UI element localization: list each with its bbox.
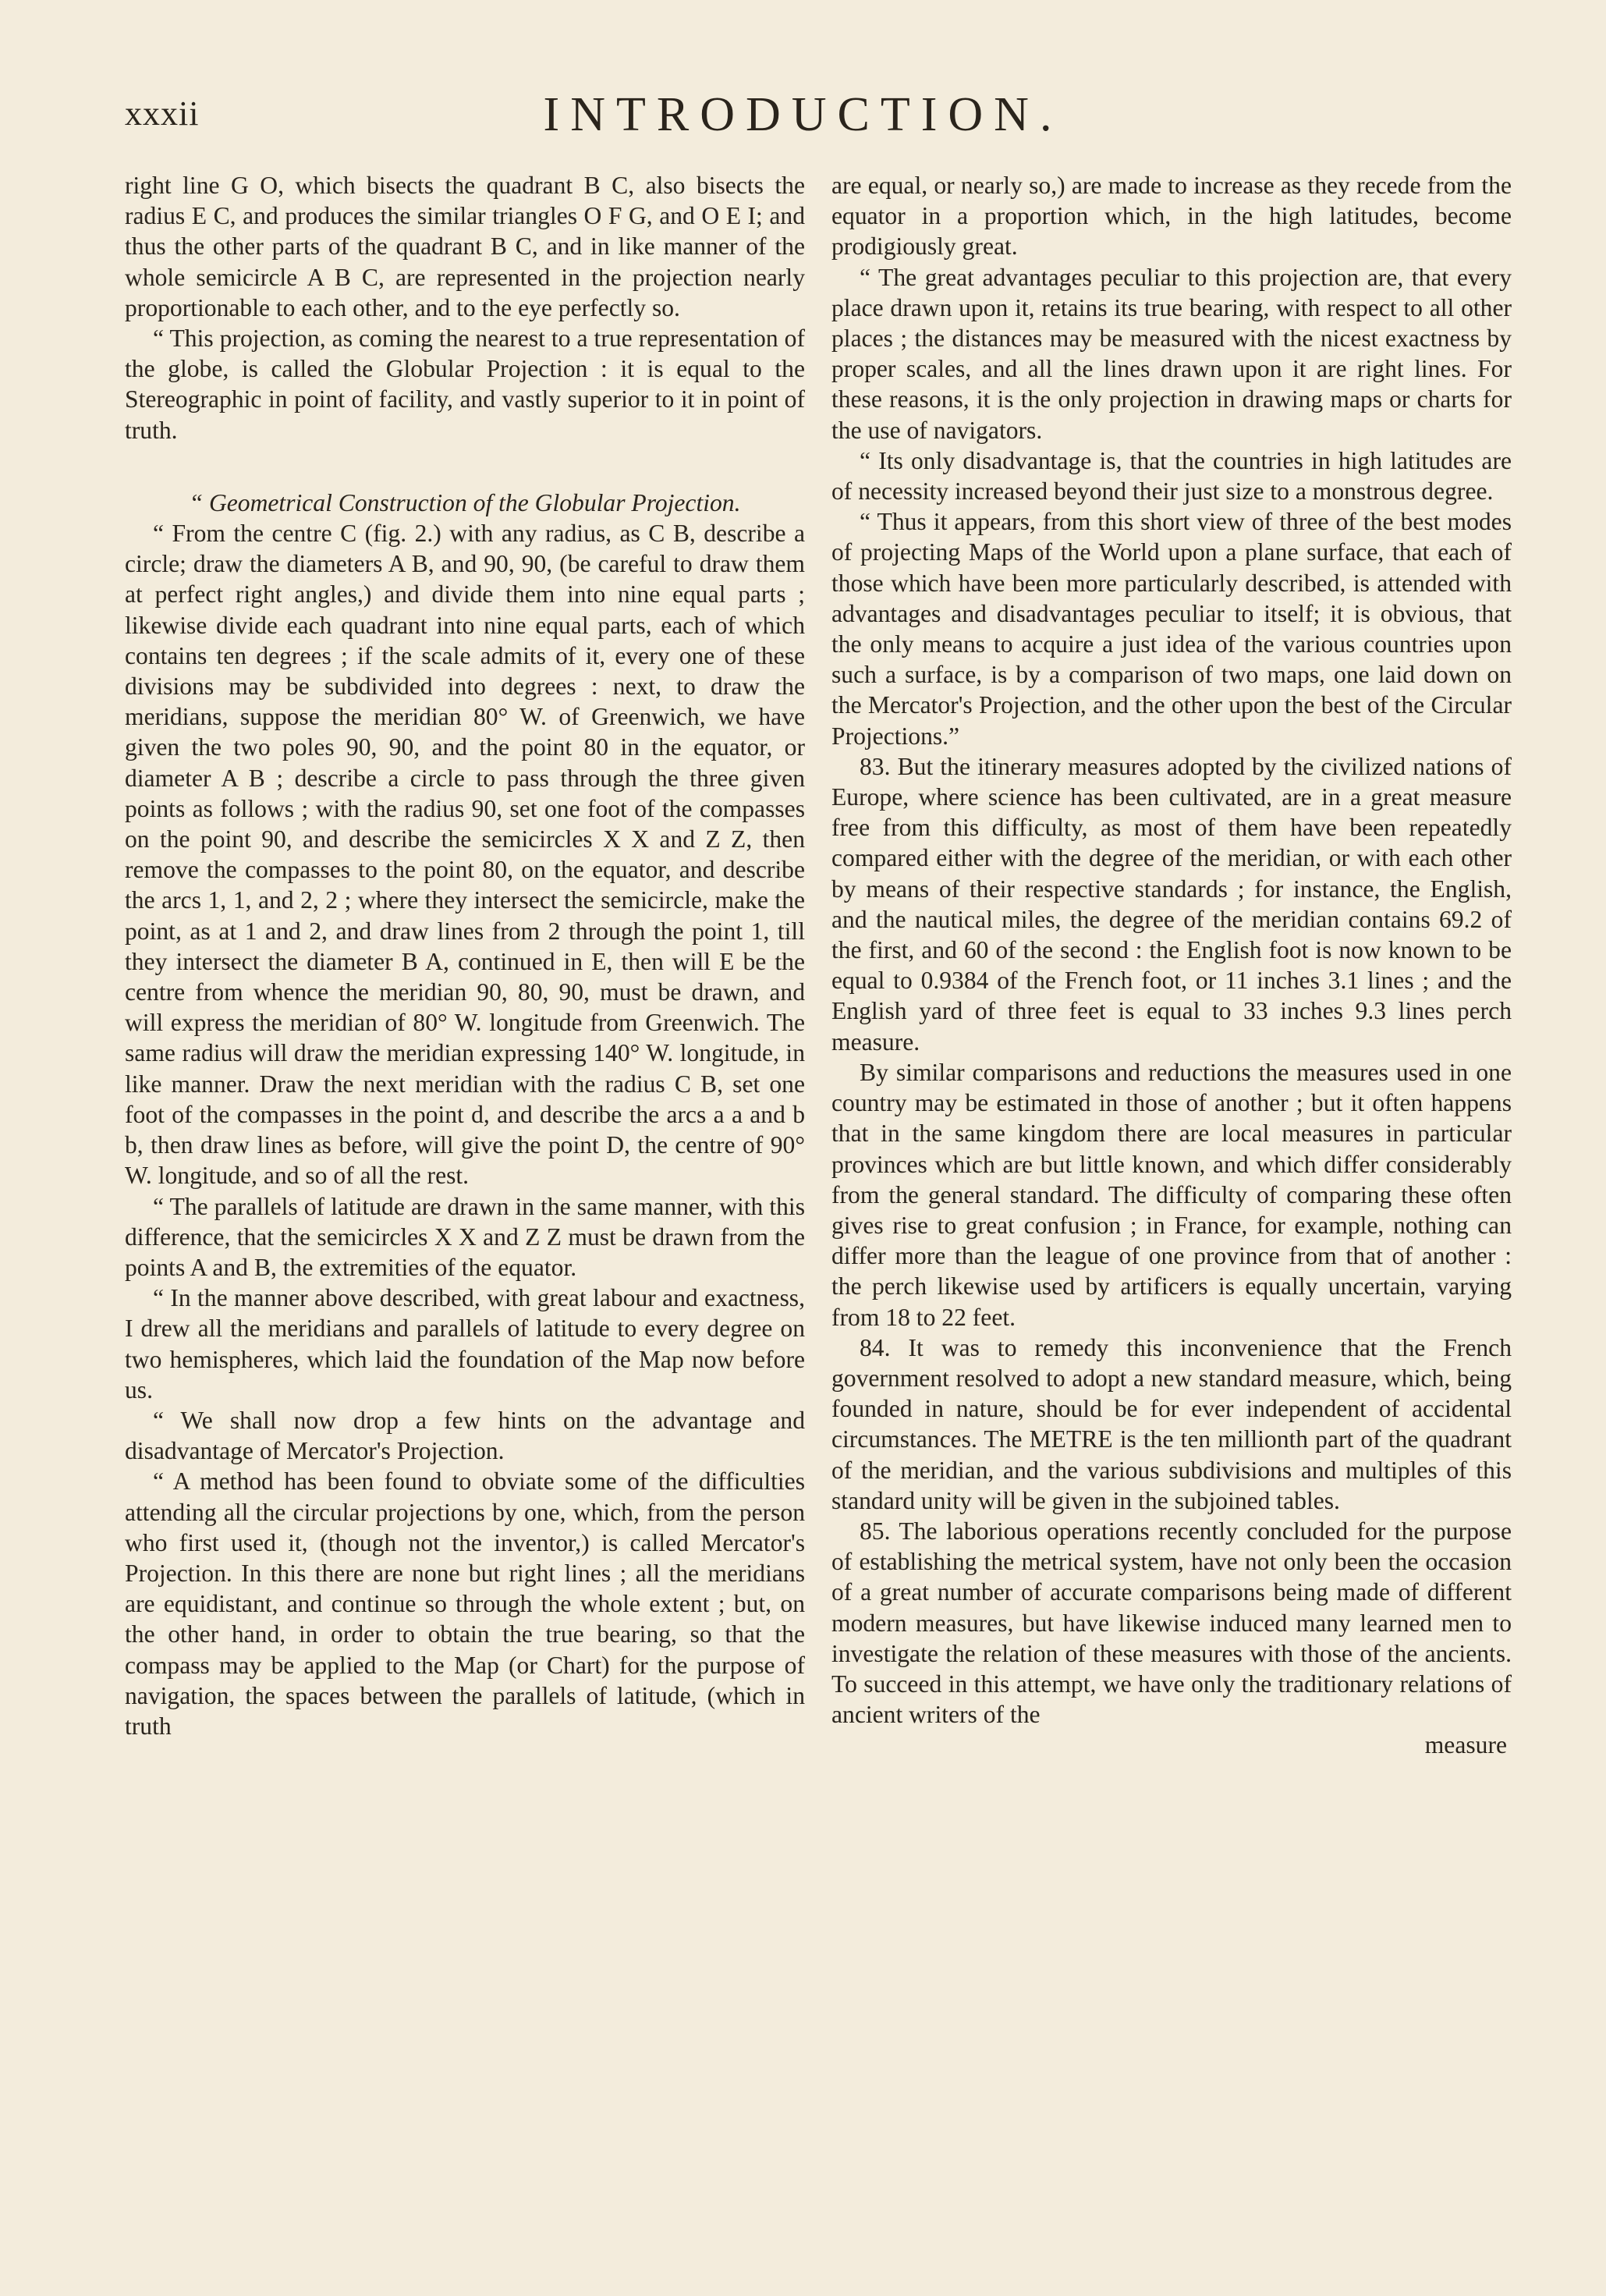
paragraph: are equal, or nearly so,) are made to increase as they recede from the equator in a proportion which, in the high latitudes, become prodigiously great. <box>831 172 1512 261</box>
paragraph: 85. The laborious operations recently concluded for the purpose of establishing the metrical system, have not only been the occasion of a great number of accurate comparisons being made of different modern measures, but have likewise induced many learned men to investigate the relation of these measures with those of the ancients. To succeed in this attempt, we have only the traditionary relations of ancient writers of the <box>831 1517 1512 1729</box>
paragraph: right line G O, which bisects the quadrant B C, also bisects the radius E C, and produces the similar triangles O F G, and O E I; and thus the other parts of the quadrant B C, and in like manner of the whole semicircle A B C, are represented in the projection nearly proportionable to each other, and to the eye perfectly so. <box>125 172 805 321</box>
paragraph: 83. But the itinerary measures adopted by the civilized nations of Europe, where science has been cultivated, are in a great measure free from this difficulty, as most of them have been repeatedly compared either with the degree of the meridian, or with each other by means of their respective standards ; for instance, the English, and the nautical miles, the degree of the meridian contains 69.2 of the first, and 60 of the second : the English foot is now known to be equal to 0.9384 of the French foot, or 11 inches 3.1 lines ; and the English yard of three feet is equal to 33 inches 9.3 lines perch measure. <box>831 752 1512 1056</box>
paragraph: “ The parallels of latitude are drawn in the same manner, with this difference, that the semicircles X X and Z Z must be drawn from the points A and B, the extremities of the equator. <box>125 1192 805 1281</box>
catchword: measure <box>1424 1731 1507 1759</box>
paragraph: “ We shall now drop a few hints on the advantage and disadvantage of Mercator's Projection. <box>125 1406 805 1465</box>
paragraph: “ In the manner above described, with great labour and exactness, I drew all the meridians and parallels of latitude to every degree on two hemispheres, which laid the foundation of the Map now before us. <box>125 1284 805 1404</box>
left-column <box>125 170 805 1741</box>
paragraph: By similar comparisons and reductions the measures used in one country may be estimated in those of another ; but it often happens that in the same kingdom there are local measures in particular provinces which are but little known, and which differ considerably from the general standard. The difficulty of comparing these often gives rise to great confusion ; in France, for example, nothing can differ more than the league of one province from that of another : the perch likewise used by artificers is equally uncertain, varying from 18 to 22 feet. <box>831 1058 1512 1331</box>
page-number: xxxii <box>125 94 200 133</box>
paragraph: “ This projection, as coming the nearest to a true representation of the globe, is called the Globular Projection : it is equal to the Stereographic in point of facility, and vastly superior to it in point of truth. <box>125 325 805 444</box>
paragraph: 84. It was to remedy this inconvenience that the French government resolved to adopt a new standard measure, which, being founded in nature, should be for ever independent of accidental circumstances. The METRE is the ten millionth part of the quadrant of the meridian, and the various subdivisions and multiples of this standard unity will be given in the subjoined tables. <box>831 1333 1512 1514</box>
paragraph: “ The great advantages peculiar to this projection are, that every place drawn upon it, retains its true bearing, with respect to all other places ; the distances may be measured with the nicest exactness by proper scales, and all the lines drawn upon it are right lines. For these reasons, it is the only projection in drawing maps or charts for the use of navigators. <box>831 263 1512 444</box>
paragraph: “ Its only disadvantage is, that the countries in high latitudes are of necessity increased beyond their just size to a monstrous degree. <box>831 446 1512 506</box>
section-heading: “ Geometrical Construction of the Globular Projection. <box>189 488 741 516</box>
right-column <box>831 170 1512 1761</box>
section-gap <box>125 445 805 488</box>
paragraph: “ Thus it appears, from this short view of three of the best modes of projecting Maps of the World upon a plane surface, that each of those which have been more particularly described, is attended with advantages and disadvantages peculiar to itself; it is obvious, that the only means to acquire a just idea of the various countries upon such a surface, is by a comparison of two maps, one laid down on the Mercator's Projection, and the other upon the best of the Circular Projections.” <box>831 508 1512 750</box>
running-title: INTRODUCTION. <box>543 88 1063 141</box>
paragraph: “ A method has been found to obviate some of the difficulties attending all the circular projections by one, which, from the person who first used it, (though not the inventor,) is called Mercator's Projection. In this there are none but right lines ; all the meridians are equidistant, and continue so through the whole extent ; but, on the other hand, in order to obtain the true bearing, so that the compass may be applied to the Map (or Chart) for the purpose of navigation, the spaces between the parallels of latitude, (which in truth <box>125 1467 805 1740</box>
paragraph: “ From the centre C (fig. 2.) with any radius, as C B, describe a circle; draw the diameters A B, and 90, 90, (be careful to draw them at perfect right angles,) and divide them into nine equal parts ; likewise divide each quadrant into nine equal parts, each of which contains ten degrees ; if the scale admits of it, every one of these divisions may be subdivided into degrees : next, to draw the meridians, suppose the meridian 80° W. of Greenwich, we have given the two poles 90, 90, and the point 80 in the equator, or diameter A B ; describe a circle to pass through the three given points as follows ; with the radius 90, set one foot of the compasses on the point 90, and describe the semicircles X X and Z Z, then remove the compasses to the point 80, on the equator, and describe the arcs 1, 1, and 2, 2 ; where they intersect the semicircle, make the point, as at 1 and 2, and draw lines from 2 through the point 1, till they intersect the diameter B A, continued in E, then will E be the centre from whence the meridian 90, 80, 90, must be drawn, and will express the meridian of 80° W. longitude from Greenwich. The same radius will draw the meridian expressing 140° W. longitude, in like manner. Draw the next meridian with the radius C B, set one foot of the compasses in the point d, and describe the arcs a a and b b, then draw lines as before, will give the point D, the centre of 90° W. longitude, and so of all the rest. <box>125 520 805 1190</box>
